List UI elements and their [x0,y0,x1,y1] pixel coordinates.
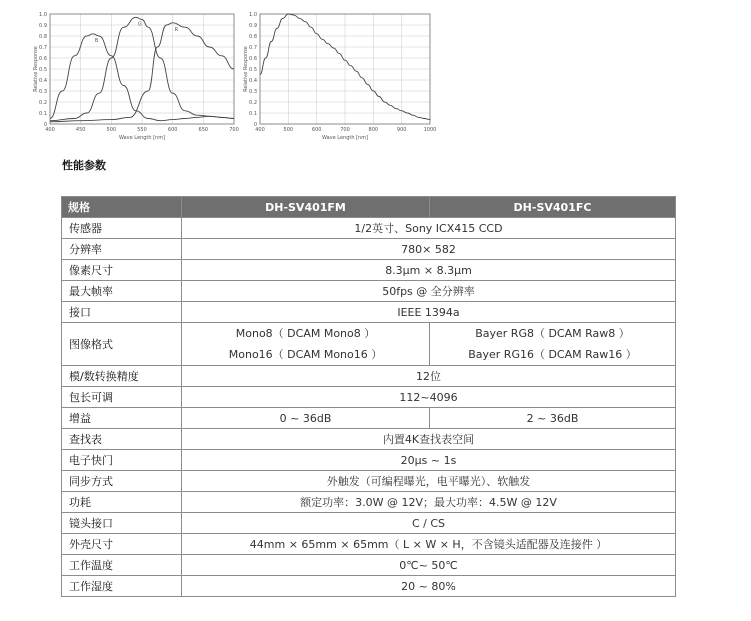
y-tick-label: 0.2 [249,99,257,106]
table-row [62,302,676,323]
x-tick-label: 800 [368,127,379,133]
row-value: 20 ~ 80% [182,576,676,597]
series-label: B [94,37,99,44]
y-tick-label: 0.4 [249,77,257,84]
section-title: 性能参数 [62,159,106,172]
row-value: 外触发（可编程曝光，电平曝光）、软触发 [182,471,676,492]
row-label: 镜头接口 [62,513,182,534]
y-tick-label: 0.2 [39,99,47,106]
y-tick-label: 0.5 [249,66,257,73]
row-value: 额定功率：3.0W @ 12V；最大功率：4.5W @ 12V [182,492,676,513]
table-row [62,534,676,555]
table-row [62,513,676,534]
format-fc-1: Bayer RG8（ DCAM Raw8 ） [475,327,630,340]
table-row [62,492,676,513]
spec-table [61,196,676,597]
row-value: 50fps @ 全分辨率 [182,281,676,302]
row-value-fm [182,323,430,366]
y-tick-label: 0.4 [39,77,47,84]
format-fm-2: Mono16（ DCAM Mono16 ） [228,348,383,361]
table-row [62,576,676,597]
row-label: 分辨率 [62,239,182,260]
row-label: 外壳尺寸 [62,534,182,555]
row-label: 接口 [62,302,182,323]
x-axis-label: Wave Length [nm] [118,135,166,141]
row-value: 内置4K查找表空间 [182,429,676,450]
y-tick-label: 0.9 [39,22,47,29]
row-value: 8.3μm × 8.3μm [182,260,676,281]
y-tick-label: 0 [253,121,257,128]
x-tick-label: 600 [311,127,322,133]
table-row [62,408,676,429]
row-value: 0℃~ 50℃ [182,555,676,576]
chart-svg-1 [240,8,436,148]
table-row [62,387,676,408]
table-row [62,555,676,576]
row-label: 最大帧率 [62,281,182,302]
y-tick-label: 0.3 [249,88,257,95]
table-row [62,218,676,239]
y-tick-label: 1.0 [39,11,47,18]
table-row [62,366,676,387]
row-label: 工作湿度 [62,576,182,597]
y-axis-label: Relative Response [243,46,249,92]
row-value: C / CS [182,513,676,534]
row-label: 同步方式 [62,471,182,492]
x-tick-label: 700 [340,127,350,133]
y-tick-label: 0.6 [39,55,47,62]
row-label: 传感器 [62,218,182,239]
chart-svg-0 [30,8,240,148]
y-tick-label: 0.3 [39,88,47,95]
y-tick-label: 0.6 [249,55,257,62]
y-tick-label: 0.9 [249,22,257,29]
table-row [62,239,676,260]
y-tick-label: 0.8 [39,33,47,40]
y-tick-label: 1.0 [249,11,257,18]
table-row [62,281,676,302]
row-value: IEEE 1394a [182,302,676,323]
table-row [62,323,676,366]
y-tick-label: 0.1 [39,110,47,117]
y-tick-label: 0.8 [249,33,257,40]
format-fm-1: Mono8（ DCAM Mono8 ） [235,327,376,340]
row-value-fm: 0 ~ 36dB [182,408,430,429]
spec-table-header [62,197,676,218]
header-model-fc: DH-SV401FC [430,197,676,218]
series-label: G [137,21,142,28]
table-row [62,471,676,492]
row-label: 增益 [62,408,182,429]
row-value: 20μs ~ 1s [182,450,676,471]
x-tick-label: 500 [283,127,294,133]
row-label: 模/数转换精度 [62,366,182,387]
row-label: 工作温度 [62,555,182,576]
row-label: 功耗 [62,492,182,513]
x-axis-label: Wave Length [nm] [321,135,369,141]
x-tick-label: 400 [255,127,265,133]
y-tick-label: 0.5 [39,66,47,73]
row-value-fc [430,323,676,366]
x-tick-label: 500 [106,127,117,133]
spectral-response-chart-mono [240,8,436,148]
y-tick-label: 0.7 [39,44,47,51]
format-fc-2: Bayer RG16（ DCAM Raw16 ） [468,348,637,361]
header-spec: 规格 [62,197,182,218]
x-tick-label: 650 [198,127,209,133]
y-tick-label: 0.7 [249,44,257,51]
table-row [62,429,676,450]
y-tick-label: 0.1 [249,110,257,117]
row-value: 780× 582 [182,239,676,260]
x-tick-label: 600 [167,127,178,133]
row-label: 像素尺寸 [62,260,182,281]
y-axis-label: Relative Response [33,46,39,92]
row-value: 12位 [182,366,676,387]
row-label: 图像格式 [62,323,182,366]
table-row [62,450,676,471]
row-value: 112~4096 [182,387,676,408]
series-label: R [174,26,179,33]
row-label: 电子快门 [62,450,182,471]
x-tick-label: 400 [45,127,55,133]
x-tick-label: 700 [229,127,239,133]
table-row [62,260,676,281]
row-value: 44mm × 65mm × 65mm（ L × W × H，不含镜头适配器及连接件 ） [182,534,676,555]
row-label: 包长可调 [62,387,182,408]
x-tick-label: 900 [396,127,407,133]
x-tick-label: 1000 [423,127,436,133]
x-tick-label: 550 [137,127,147,133]
row-value-fc: 2 ~ 36dB [430,408,676,429]
row-label: 查找表 [62,429,182,450]
header-model-fm: DH-SV401FM [182,197,430,218]
y-tick-label: 0 [43,121,47,128]
row-value: 1/2英寸、Sony ICX415 CCD [182,218,676,239]
x-tick-label: 450 [75,127,86,133]
spectral-response-chart-color [30,8,240,148]
